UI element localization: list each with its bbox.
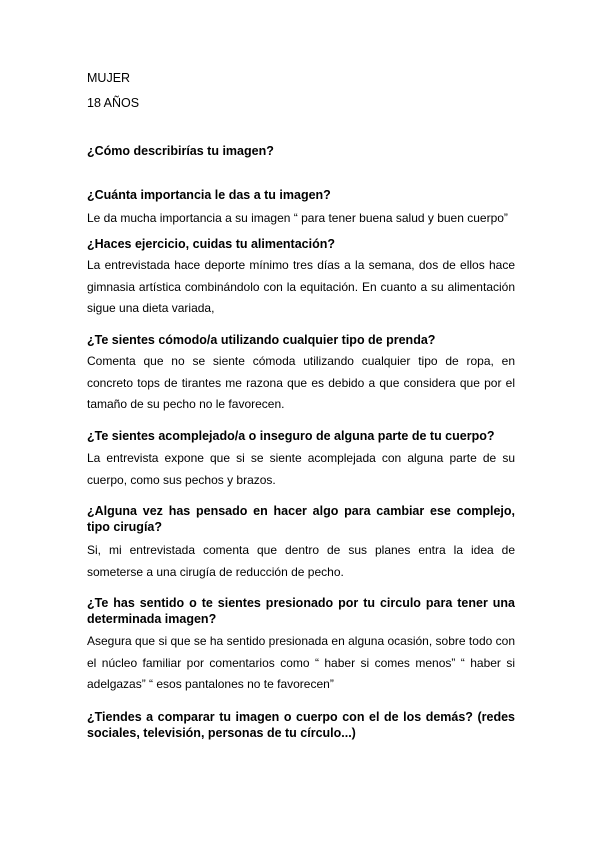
question-7: ¿Te has sentido o te sientes presionado por tu circulo para tener una determinada imagen? xyxy=(87,596,515,626)
answer-5: La entrevista expone que si se siente acomplejada con alguna parte de su cuerpo, como sus pechos y brazos. xyxy=(87,451,515,487)
interviewee-age: 18 AÑOS xyxy=(87,96,140,110)
question-2: ¿Cuánta importancia le das a tu imagen? xyxy=(87,188,331,202)
answer-7: Asegura que si que se ha sentido presionada en alguna ocasión, sobre todo con el núcleo familiar por comentarios como “ haber si comes menos” “ haber si adelgazas” “ esos pantalones no te favorecen” xyxy=(87,634,515,691)
question-6: ¿Alguna vez has pensado en hacer algo para cambiar ese complejo, tipo cirugía? xyxy=(87,504,515,534)
interviewee-sex: MUJER xyxy=(87,71,131,85)
answer-3: La entrevistada hace deporte mínimo tres días a la semana, dos de ellos hace gimnasia artística combinándolo con la equitación. En cuanto a su alimentación sigue una dieta variada, xyxy=(87,258,515,315)
question-4: ¿Te sientes cómodo/a utilizando cualquier tipo de prenda? xyxy=(87,333,436,347)
question-1: ¿Cómo describirías tu imagen? xyxy=(87,144,274,158)
question-8: ¿Tiendes a comparar tu imagen o cuerpo con el de los demás? (redes sociales, televisión, personas de tu círculo...) xyxy=(87,710,515,740)
answer-6: Si, mi entrevistada comenta que dentro de sus planes entra la idea de someterse a una cirugía de reducción de pecho. xyxy=(87,543,515,579)
answer-4: Comenta que no se siente cómoda utilizando cualquier tipo de ropa, en concreto tops de tirantes me razona que es debido a que considera que por el tamaño de su pecho no le favorecen. xyxy=(87,354,515,411)
question-5: ¿Te sientes acomplejado/a o inseguro de alguna parte de tu cuerpo? xyxy=(87,429,495,443)
question-3: ¿Haces ejercicio, cuidas tu alimentación? xyxy=(87,237,336,251)
answer-2: Le da mucha importancia a su imagen “ para tener buena salud y buen cuerpo” xyxy=(87,211,508,225)
